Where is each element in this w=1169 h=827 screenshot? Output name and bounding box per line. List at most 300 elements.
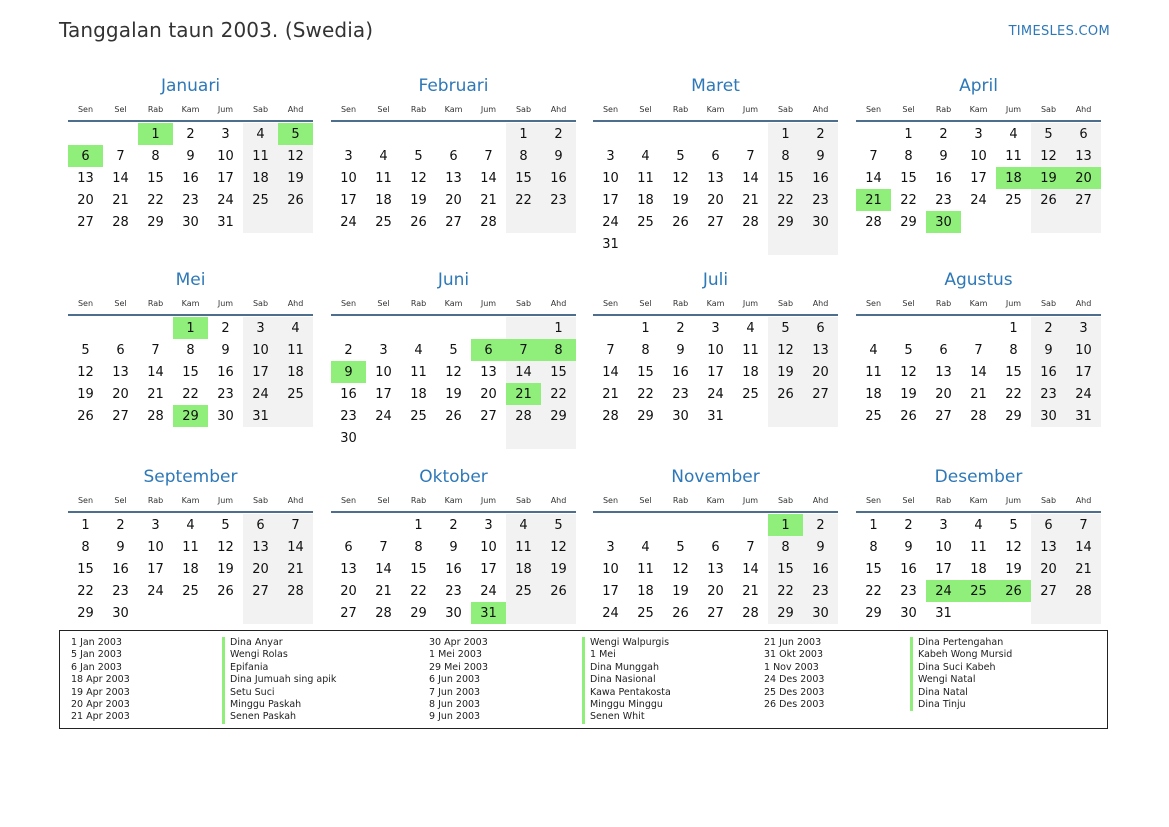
day-cell[interactable]: 17 [217, 170, 234, 186]
day-cell[interactable]: 16 [182, 170, 199, 186]
day-cell[interactable]: 10 [147, 539, 164, 555]
day-cell[interactable]: 30 [182, 214, 199, 230]
day-cell[interactable]: 8 [81, 539, 90, 555]
day-cell[interactable]: 11 [287, 342, 304, 358]
day-cell[interactable]: 8 [414, 539, 423, 555]
day-cell[interactable]: 11 [252, 148, 269, 164]
day-cell[interactable]: 18 [515, 561, 532, 577]
day-cell[interactable]: 18 [410, 386, 427, 402]
day-cell[interactable]: 18 [637, 192, 654, 208]
day-cell[interactable]: 22 [182, 386, 199, 402]
day-cell[interactable]: 21 [742, 583, 759, 599]
holiday-day[interactable]: 29 [173, 405, 208, 427]
day-cell[interactable]: 2 [1044, 320, 1053, 336]
day-cell[interactable]: 11 [182, 539, 199, 555]
day-cell[interactable]: 11 [637, 561, 654, 577]
day-cell[interactable]: 4 [974, 517, 983, 533]
day-cell[interactable]: 16 [340, 386, 357, 402]
day-cell[interactable]: 22 [777, 583, 794, 599]
day-cell[interactable]: 26 [77, 408, 94, 424]
day-cell[interactable]: 13 [1040, 539, 1057, 555]
day-cell[interactable]: 13 [340, 561, 357, 577]
day-cell[interactable]: 2 [939, 126, 948, 142]
day-cell[interactable]: 13 [707, 561, 724, 577]
day-cell[interactable]: 16 [900, 561, 917, 577]
holiday-day[interactable]: 5 [278, 123, 313, 145]
day-cell[interactable]: 29 [777, 605, 794, 621]
day-cell[interactable]: 21 [1075, 561, 1092, 577]
day-cell[interactable]: 22 [777, 192, 794, 208]
day-cell[interactable]: 3 [711, 320, 720, 336]
holiday-day[interactable]: 19 [1031, 167, 1066, 189]
day-cell[interactable]: 7 [484, 148, 493, 164]
day-cell[interactable]: 29 [147, 214, 164, 230]
day-cell[interactable]: 27 [252, 583, 269, 599]
day-cell[interactable]: 26 [287, 192, 304, 208]
holiday-day[interactable]: 31 [471, 602, 506, 624]
day-cell[interactable]: 11 [515, 539, 532, 555]
day-cell[interactable]: 7 [606, 342, 615, 358]
holiday-day[interactable]: 25 [961, 580, 996, 602]
day-cell[interactable]: 11 [865, 364, 882, 380]
day-cell[interactable]: 17 [935, 561, 952, 577]
holiday-day[interactable]: 6 [471, 339, 506, 361]
day-cell[interactable]: 19 [410, 192, 427, 208]
day-cell[interactable]: 27 [112, 408, 129, 424]
holiday-day[interactable]: 6 [68, 145, 103, 167]
day-cell[interactable]: 23 [445, 583, 462, 599]
day-cell[interactable]: 16 [1040, 364, 1057, 380]
day-cell[interactable]: 19 [672, 583, 689, 599]
day-cell[interactable]: 21 [287, 561, 304, 577]
day-cell[interactable]: 4 [186, 517, 195, 533]
holiday-day[interactable]: 21 [856, 189, 891, 211]
day-cell[interactable]: 6 [816, 320, 825, 336]
day-cell[interactable]: 15 [182, 364, 199, 380]
day-cell[interactable]: 8 [781, 539, 790, 555]
day-cell[interactable]: 5 [781, 320, 790, 336]
day-cell[interactable]: 17 [707, 364, 724, 380]
day-cell[interactable]: 8 [904, 148, 913, 164]
day-cell[interactable]: 20 [445, 192, 462, 208]
day-cell[interactable]: 15 [900, 170, 917, 186]
day-cell[interactable]: 24 [147, 583, 164, 599]
day-cell[interactable]: 7 [291, 517, 300, 533]
day-cell[interactable]: 27 [707, 214, 724, 230]
day-cell[interactable]: 26 [672, 214, 689, 230]
day-cell[interactable]: 23 [812, 192, 829, 208]
day-cell[interactable]: 25 [742, 386, 759, 402]
day-cell[interactable]: 31 [602, 236, 619, 252]
day-cell[interactable]: 13 [1075, 148, 1092, 164]
day-cell[interactable]: 20 [480, 386, 497, 402]
day-cell[interactable]: 12 [550, 539, 567, 555]
day-cell[interactable]: 13 [445, 170, 462, 186]
day-cell[interactable]: 1 [781, 126, 790, 142]
day-cell[interactable]: 15 [77, 561, 94, 577]
day-cell[interactable]: 12 [217, 539, 234, 555]
day-cell[interactable]: 3 [1079, 320, 1088, 336]
day-cell[interactable]: 18 [970, 561, 987, 577]
day-cell[interactable]: 2 [186, 126, 195, 142]
day-cell[interactable]: 13 [480, 364, 497, 380]
day-cell[interactable]: 13 [935, 364, 952, 380]
day-cell[interactable]: 1 [869, 517, 878, 533]
day-cell[interactable]: 17 [340, 192, 357, 208]
day-cell[interactable]: 14 [480, 170, 497, 186]
day-cell[interactable]: 9 [221, 342, 230, 358]
day-cell[interactable]: 24 [375, 408, 392, 424]
day-cell[interactable]: 19 [672, 192, 689, 208]
day-cell[interactable]: 8 [151, 148, 160, 164]
day-cell[interactable]: 20 [935, 386, 952, 402]
day-cell[interactable]: 20 [340, 583, 357, 599]
day-cell[interactable]: 14 [112, 170, 129, 186]
day-cell[interactable]: 9 [1044, 342, 1053, 358]
day-cell[interactable]: 29 [637, 408, 654, 424]
day-cell[interactable]: 22 [410, 583, 427, 599]
day-cell[interactable]: 12 [410, 170, 427, 186]
day-cell[interactable]: 7 [1079, 517, 1088, 533]
day-cell[interactable]: 9 [816, 539, 825, 555]
day-cell[interactable]: 11 [410, 364, 427, 380]
day-cell[interactable]: 26 [410, 214, 427, 230]
day-cell[interactable]: 27 [935, 408, 952, 424]
day-cell[interactable]: 6 [449, 148, 458, 164]
holiday-day[interactable]: 8 [541, 339, 576, 361]
day-cell[interactable]: 26 [777, 386, 794, 402]
day-cell[interactable]: 26 [672, 605, 689, 621]
day-cell[interactable]: 6 [116, 342, 125, 358]
day-cell[interactable]: 15 [777, 561, 794, 577]
day-cell[interactable]: 24 [970, 192, 987, 208]
day-cell[interactable]: 30 [217, 408, 234, 424]
day-cell[interactable]: 20 [812, 364, 829, 380]
day-cell[interactable]: 30 [900, 605, 917, 621]
day-cell[interactable]: 27 [812, 386, 829, 402]
day-cell[interactable]: 18 [287, 364, 304, 380]
holiday-day[interactable]: 30 [926, 211, 961, 233]
day-cell[interactable]: 27 [1075, 192, 1092, 208]
day-cell[interactable]: 20 [1040, 561, 1057, 577]
day-cell[interactable]: 13 [812, 342, 829, 358]
day-cell[interactable]: 15 [777, 170, 794, 186]
day-cell[interactable]: 16 [812, 561, 829, 577]
day-cell[interactable]: 15 [515, 170, 532, 186]
day-cell[interactable]: 31 [252, 408, 269, 424]
day-cell[interactable]: 28 [112, 214, 129, 230]
day-cell[interactable]: 14 [602, 364, 619, 380]
day-cell[interactable]: 23 [900, 583, 917, 599]
day-cell[interactable]: 30 [812, 605, 829, 621]
day-cell[interactable]: 10 [252, 342, 269, 358]
day-cell[interactable]: 12 [287, 148, 304, 164]
day-cell[interactable]: 23 [182, 192, 199, 208]
day-cell[interactable]: 14 [375, 561, 392, 577]
day-cell[interactable]: 10 [707, 342, 724, 358]
day-cell[interactable]: 10 [1075, 342, 1092, 358]
day-cell[interactable]: 4 [256, 126, 265, 142]
day-cell[interactable]: 12 [1005, 539, 1022, 555]
day-cell[interactable]: 7 [151, 342, 160, 358]
day-cell[interactable]: 1 [641, 320, 650, 336]
day-cell[interactable]: 24 [252, 386, 269, 402]
day-cell[interactable]: 12 [672, 170, 689, 186]
day-cell[interactable]: 30 [340, 430, 357, 446]
day-cell[interactable]: 9 [676, 342, 685, 358]
day-cell[interactable]: 30 [812, 214, 829, 230]
day-cell[interactable]: 25 [1005, 192, 1022, 208]
day-cell[interactable]: 9 [816, 148, 825, 164]
day-cell[interactable]: 3 [256, 320, 265, 336]
day-cell[interactable]: 4 [414, 342, 423, 358]
day-cell[interactable]: 1 [81, 517, 90, 533]
day-cell[interactable]: 10 [375, 364, 392, 380]
day-cell[interactable]: 2 [221, 320, 230, 336]
day-cell[interactable]: 4 [641, 148, 650, 164]
day-cell[interactable]: 23 [112, 583, 129, 599]
day-cell[interactable]: 14 [515, 364, 532, 380]
day-cell[interactable]: 2 [816, 126, 825, 142]
day-cell[interactable]: 2 [449, 517, 458, 533]
day-cell[interactable]: 8 [641, 342, 650, 358]
day-cell[interactable]: 22 [637, 386, 654, 402]
day-cell[interactable]: 13 [252, 539, 269, 555]
day-cell[interactable]: 27 [707, 605, 724, 621]
day-cell[interactable]: 28 [287, 583, 304, 599]
day-cell[interactable]: 2 [116, 517, 125, 533]
day-cell[interactable]: 15 [637, 364, 654, 380]
holiday-day[interactable]: 26 [996, 580, 1031, 602]
day-cell[interactable]: 29 [550, 408, 567, 424]
day-cell[interactable]: 18 [865, 386, 882, 402]
day-cell[interactable]: 21 [375, 583, 392, 599]
day-cell[interactable]: 8 [869, 539, 878, 555]
day-cell[interactable]: 3 [484, 517, 493, 533]
day-cell[interactable]: 7 [974, 342, 983, 358]
day-cell[interactable]: 2 [344, 342, 353, 358]
day-cell[interactable]: 26 [900, 408, 917, 424]
holiday-day[interactable]: 1 [768, 514, 803, 536]
day-cell[interactable]: 30 [1040, 408, 1057, 424]
day-cell[interactable]: 18 [375, 192, 392, 208]
day-cell[interactable]: 7 [746, 539, 755, 555]
day-cell[interactable]: 3 [379, 342, 388, 358]
day-cell[interactable]: 5 [904, 342, 913, 358]
day-cell[interactable]: 17 [375, 386, 392, 402]
day-cell[interactable]: 15 [147, 170, 164, 186]
day-cell[interactable]: 16 [550, 170, 567, 186]
day-cell[interactable]: 13 [707, 170, 724, 186]
day-cell[interactable]: 3 [151, 517, 160, 533]
day-cell[interactable]: 8 [1009, 342, 1018, 358]
day-cell[interactable]: 13 [112, 364, 129, 380]
day-cell[interactable]: 11 [1005, 148, 1022, 164]
day-cell[interactable]: 23 [935, 192, 952, 208]
day-cell[interactable]: 10 [340, 170, 357, 186]
day-cell[interactable]: 12 [77, 364, 94, 380]
day-cell[interactable]: 26 [1040, 192, 1057, 208]
day-cell[interactable]: 24 [340, 214, 357, 230]
day-cell[interactable]: 13 [77, 170, 94, 186]
day-cell[interactable]: 28 [375, 605, 392, 621]
holiday-day[interactable]: 21 [506, 383, 541, 405]
day-cell[interactable]: 28 [147, 408, 164, 424]
day-cell[interactable]: 8 [186, 342, 195, 358]
day-cell[interactable]: 23 [340, 408, 357, 424]
day-cell[interactable]: 4 [869, 342, 878, 358]
day-cell[interactable]: 5 [414, 148, 423, 164]
day-cell[interactable]: 4 [291, 320, 300, 336]
day-cell[interactable]: 5 [554, 517, 563, 533]
day-cell[interactable]: 19 [550, 561, 567, 577]
day-cell[interactable]: 21 [970, 386, 987, 402]
day-cell[interactable]: 24 [707, 386, 724, 402]
day-cell[interactable]: 29 [865, 605, 882, 621]
day-cell[interactable]: 18 [182, 561, 199, 577]
holiday-day[interactable]: 1 [173, 317, 208, 339]
day-cell[interactable]: 14 [742, 170, 759, 186]
day-cell[interactable]: 16 [445, 561, 462, 577]
day-cell[interactable]: 5 [676, 539, 685, 555]
day-cell[interactable]: 9 [939, 148, 948, 164]
day-cell[interactable]: 28 [865, 214, 882, 230]
day-cell[interactable]: 17 [252, 364, 269, 380]
day-cell[interactable]: 10 [217, 148, 234, 164]
day-cell[interactable]: 1 [1009, 320, 1018, 336]
day-cell[interactable]: 9 [904, 539, 913, 555]
day-cell[interactable]: 3 [606, 148, 615, 164]
day-cell[interactable]: 28 [742, 605, 759, 621]
day-cell[interactable]: 3 [939, 517, 948, 533]
day-cell[interactable]: 17 [1075, 364, 1092, 380]
day-cell[interactable]: 6 [344, 539, 353, 555]
day-cell[interactable]: 7 [379, 539, 388, 555]
day-cell[interactable]: 15 [550, 364, 567, 380]
day-cell[interactable]: 31 [217, 214, 234, 230]
day-cell[interactable]: 25 [515, 583, 532, 599]
day-cell[interactable]: 6 [939, 342, 948, 358]
day-cell[interactable]: 1 [519, 126, 528, 142]
day-cell[interactable]: 31 [1075, 408, 1092, 424]
day-cell[interactable]: 6 [711, 148, 720, 164]
day-cell[interactable]: 1 [414, 517, 423, 533]
day-cell[interactable]: 5 [221, 517, 230, 533]
day-cell[interactable]: 17 [602, 583, 619, 599]
day-cell[interactable]: 25 [252, 192, 269, 208]
day-cell[interactable]: 17 [602, 192, 619, 208]
day-cell[interactable]: 7 [869, 148, 878, 164]
day-cell[interactable]: 12 [1040, 148, 1057, 164]
day-cell[interactable]: 24 [480, 583, 497, 599]
holiday-day[interactable]: 18 [996, 167, 1031, 189]
day-cell[interactable]: 22 [515, 192, 532, 208]
day-cell[interactable]: 4 [641, 539, 650, 555]
day-cell[interactable]: 8 [781, 148, 790, 164]
day-cell[interactable]: 17 [480, 561, 497, 577]
day-cell[interactable]: 6 [1044, 517, 1053, 533]
day-cell[interactable]: 21 [602, 386, 619, 402]
day-cell[interactable]: 5 [1009, 517, 1018, 533]
site-link[interactable]: TIMESLES.COM [1008, 24, 1110, 39]
day-cell[interactable]: 3 [344, 148, 353, 164]
day-cell[interactable]: 29 [1005, 408, 1022, 424]
day-cell[interactable]: 21 [112, 192, 129, 208]
day-cell[interactable]: 8 [519, 148, 528, 164]
day-cell[interactable]: 11 [970, 539, 987, 555]
day-cell[interactable]: 28 [515, 408, 532, 424]
day-cell[interactable]: 23 [550, 192, 567, 208]
day-cell[interactable]: 7 [746, 148, 755, 164]
day-cell[interactable]: 11 [742, 342, 759, 358]
day-cell[interactable]: 14 [865, 170, 882, 186]
day-cell[interactable]: 12 [777, 342, 794, 358]
day-cell[interactable]: 16 [217, 364, 234, 380]
day-cell[interactable]: 26 [445, 408, 462, 424]
day-cell[interactable]: 4 [746, 320, 755, 336]
day-cell[interactable]: 12 [900, 364, 917, 380]
day-cell[interactable]: 20 [252, 561, 269, 577]
day-cell[interactable]: 16 [935, 170, 952, 186]
day-cell[interactable]: 29 [900, 214, 917, 230]
day-cell[interactable]: 19 [900, 386, 917, 402]
day-cell[interactable]: 27 [340, 605, 357, 621]
day-cell[interactable]: 1 [554, 320, 563, 336]
day-cell[interactable]: 29 [410, 605, 427, 621]
day-cell[interactable]: 18 [637, 583, 654, 599]
day-cell[interactable]: 10 [480, 539, 497, 555]
day-cell[interactable]: 5 [81, 342, 90, 358]
day-cell[interactable]: 29 [77, 605, 94, 621]
day-cell[interactable]: 19 [287, 170, 304, 186]
day-cell[interactable]: 2 [676, 320, 685, 336]
day-cell[interactable]: 14 [147, 364, 164, 380]
day-cell[interactable]: 24 [217, 192, 234, 208]
day-cell[interactable]: 15 [865, 561, 882, 577]
day-cell[interactable]: 10 [602, 561, 619, 577]
day-cell[interactable]: 18 [252, 170, 269, 186]
day-cell[interactable]: 11 [637, 170, 654, 186]
day-cell[interactable]: 20 [707, 192, 724, 208]
day-cell[interactable]: 2 [554, 126, 563, 142]
day-cell[interactable]: 4 [1009, 126, 1018, 142]
day-cell[interactable]: 21 [147, 386, 164, 402]
day-cell[interactable]: 2 [904, 517, 913, 533]
day-cell[interactable]: 30 [445, 605, 462, 621]
day-cell[interactable]: 17 [970, 170, 987, 186]
day-cell[interactable]: 25 [375, 214, 392, 230]
day-cell[interactable]: 23 [1040, 386, 1057, 402]
day-cell[interactable]: 26 [217, 583, 234, 599]
day-cell[interactable]: 16 [812, 170, 829, 186]
day-cell[interactable]: 14 [287, 539, 304, 555]
day-cell[interactable]: 10 [970, 148, 987, 164]
day-cell[interactable]: 30 [112, 605, 129, 621]
day-cell[interactable]: 30 [672, 408, 689, 424]
day-cell[interactable]: 24 [1075, 386, 1092, 402]
day-cell[interactable]: 12 [445, 364, 462, 380]
day-cell[interactable]: 3 [221, 126, 230, 142]
day-cell[interactable]: 3 [974, 126, 983, 142]
day-cell[interactable]: 14 [742, 561, 759, 577]
day-cell[interactable]: 28 [970, 408, 987, 424]
day-cell[interactable]: 6 [256, 517, 265, 533]
day-cell[interactable]: 11 [375, 170, 392, 186]
day-cell[interactable]: 24 [602, 605, 619, 621]
day-cell[interactable]: 28 [1075, 583, 1092, 599]
day-cell[interactable]: 25 [287, 386, 304, 402]
holiday-day[interactable]: 24 [926, 580, 961, 602]
